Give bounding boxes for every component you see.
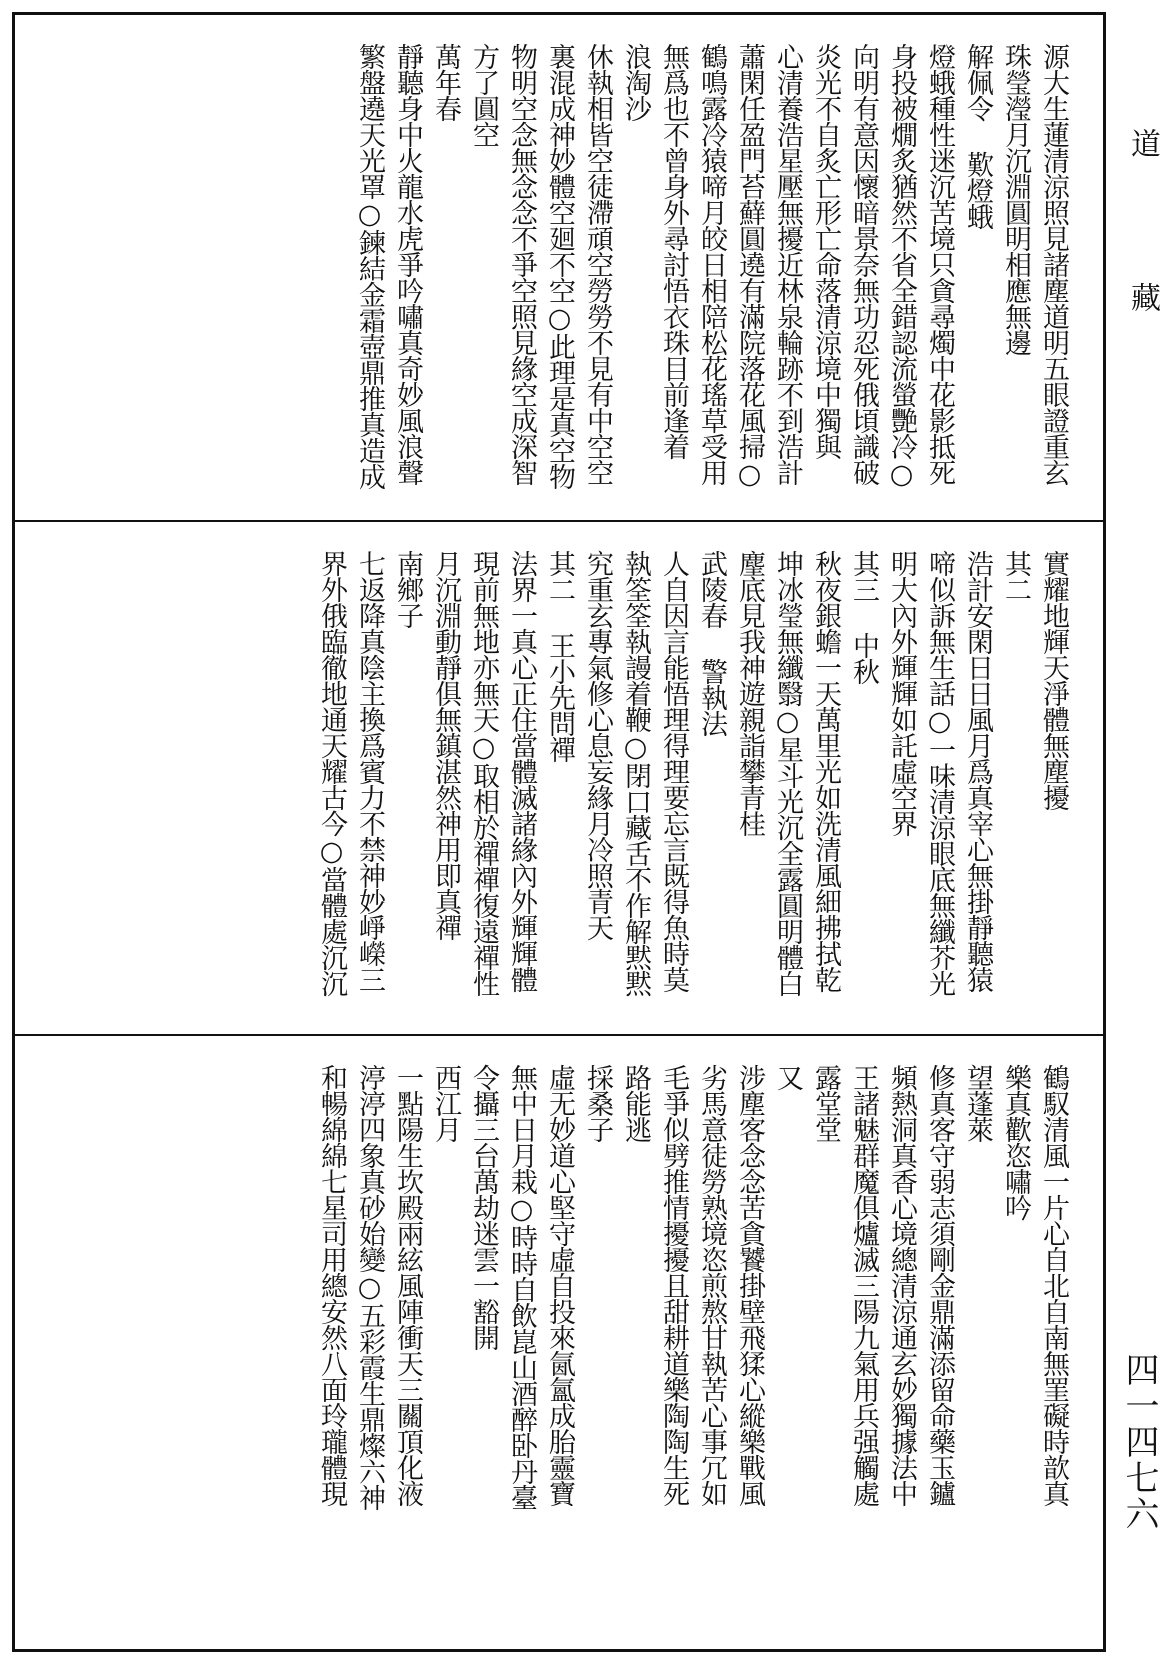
text-column: 燈蛾種性迷沉苦境只貪尋燭中花影抵死 bbox=[924, 43, 955, 485]
text-column: 解佩令 歎燈蛾 bbox=[962, 43, 993, 229]
text-column: 浩計安閑日日風月爲真宰心無掛靜聽猿 bbox=[962, 550, 993, 992]
text-column: 和暢綿綿七星司用總安然八面玲瓏體現 bbox=[316, 1064, 347, 1506]
text-column: 一點陽生坎殿兩絃風陣衝天三關頂化液 bbox=[392, 1064, 423, 1506]
text-column: 鶴馭清風一片心自北自南無罣礙時歆真 bbox=[1038, 1064, 1069, 1506]
text-column: 又 bbox=[772, 1064, 803, 1090]
text-column: 方了圓空 bbox=[468, 43, 499, 147]
text-column: 渟渟四象真砂始變○五彩霞生鼎燦六神 bbox=[354, 1064, 385, 1510]
text-column: 靜聽身中火龍水虎爭吟嘯真奇妙風浪聲 bbox=[392, 43, 423, 485]
text-column: 物明空念無念念不爭空照見緣空成深智 bbox=[506, 43, 537, 485]
text-column: 執筌筌執謾着鞭○閉口藏舌不作解黙黙 bbox=[620, 550, 651, 996]
text-column: 採桑子 bbox=[582, 1064, 613, 1142]
text-column: 啼似訴無生話○一味清涼眼底無纖芥光 bbox=[924, 550, 955, 996]
text-column: 人自因言能悟理得理要忘言既得魚時莫 bbox=[658, 550, 689, 992]
text-column: 露堂堂 bbox=[810, 1064, 841, 1142]
text-column: 武陵春 警執法 bbox=[696, 550, 727, 736]
text-column: 繁盤遶天光罩○鍊結金霜壺鼎推真造成 bbox=[354, 43, 385, 489]
text-column: 其二 王小先問禪 bbox=[544, 550, 575, 762]
text-column: 明大內外輝輝如託虛空界 bbox=[886, 550, 917, 836]
text-column: 浪淘沙 bbox=[620, 43, 651, 121]
text-column: 路能逃 bbox=[620, 1064, 651, 1142]
panel-middle bbox=[12, 522, 1106, 1034]
text-column: 休執相皆空徒滯頑空勞勞不見有中空空 bbox=[582, 43, 613, 485]
text-column: 無中日月栽○時時自飲崑山酒醉卧丹臺 bbox=[506, 1064, 537, 1510]
text-column: 珠瑩瀅月沉淵圓明相應無邊 bbox=[1000, 43, 1031, 355]
text-column: 令攝三台萬劫迷雲一豁開 bbox=[468, 1064, 499, 1350]
text-column: 現前無地亦無天○取相於禪禪復遠禪性 bbox=[468, 550, 499, 996]
text-column: 虛无妙道心堅守虛自投來氤氳成胎靈寶 bbox=[544, 1064, 575, 1506]
text-column: 實耀地輝天淨體無塵擾 bbox=[1038, 550, 1069, 810]
text-column: 七返降真陰主換爲賓力不禁神妙崢嶸三 bbox=[354, 550, 385, 992]
text-column: 劣馬意徒勞熟境恣煎熬甘執苦心事冗如 bbox=[696, 1064, 727, 1506]
text-column: 其二 bbox=[1000, 550, 1031, 602]
text-column: 鶴鳴露冷猿啼月皎日相陪松花瑤草受用 bbox=[696, 43, 727, 485]
text-column: 毛爭似劈推情擾擾且甜耕道樂陶陶生死 bbox=[658, 1064, 689, 1506]
text-column: 無爲也不曾身外尋討悟衣珠目前逢着 bbox=[658, 43, 689, 459]
text-column: 其三 中秋 bbox=[848, 550, 879, 684]
text-column: 向明有意因懷暗景奈無功忍死俄頃識破 bbox=[848, 43, 879, 485]
text-column: 界外俄臨徹地通天耀古今○當體處沉沉 bbox=[316, 550, 347, 996]
text-column: 身投被燗炙猶然不省全錯認流螢艷冷○ bbox=[886, 43, 917, 489]
margin-top-label: 道 bbox=[1125, 128, 1160, 162]
text-column: 炎光不自炙亡形亡命落清涼境中獨與 bbox=[810, 43, 841, 459]
page-number: 四一四七六 bbox=[1119, 1352, 1159, 1532]
text-column: 王諸魅群魔俱爐滅三陽九氣用兵强觸處 bbox=[848, 1064, 879, 1506]
text-column: 月沉淵動靜俱無鎮湛然神用即真禪 bbox=[430, 550, 461, 940]
panel-bottom bbox=[12, 1036, 1106, 1648]
text-column: 望蓬萊 bbox=[962, 1064, 993, 1142]
margin-side-label: 藏 bbox=[1125, 282, 1160, 316]
text-column: 坤冰瑩無纖翳○星斗光沉全露圓明體白 bbox=[772, 550, 803, 996]
text-column: 南鄉子 bbox=[392, 550, 423, 628]
text-column: 涉塵客念念苦貪饕掛壁飛猱心縱樂戰風 bbox=[734, 1064, 765, 1506]
text-column: 修真客守弱志須剛金鼎滿添留命藥玉鑪 bbox=[924, 1064, 955, 1506]
text-column: 頻熱洞真香心境總清涼通玄妙獨據法中 bbox=[886, 1064, 917, 1506]
text-column: 秋夜銀蟾一天萬里光如洗清風細拂拭乾 bbox=[810, 550, 841, 992]
text-column: 蕭閑任盈門苔蘚圓遶有滿院落花風掃○ bbox=[734, 43, 765, 489]
text-column: 法界一真心正住當體滅諸緣內外輝輝體 bbox=[506, 550, 537, 992]
text-column: 樂真歡恣嘯吟 bbox=[1000, 1064, 1031, 1220]
panel-top bbox=[12, 15, 1106, 520]
text-column: 源大生蓮清涼照見諸塵道明五眼證重玄 bbox=[1038, 43, 1069, 485]
text-column: 裏混成神妙體空廻不空○此理是真空物 bbox=[544, 43, 575, 489]
text-column: 麈底見我神遊親詣攀青桂 bbox=[734, 550, 765, 836]
text-column: 西江月 bbox=[430, 1064, 461, 1142]
text-column: 究重玄專氣修心息妄緣月冷照青天 bbox=[582, 550, 613, 940]
text-column: 心清養浩星壓無擾近林泉輪跡不到浩計 bbox=[772, 43, 803, 485]
text-column: 萬年春 bbox=[430, 43, 461, 121]
